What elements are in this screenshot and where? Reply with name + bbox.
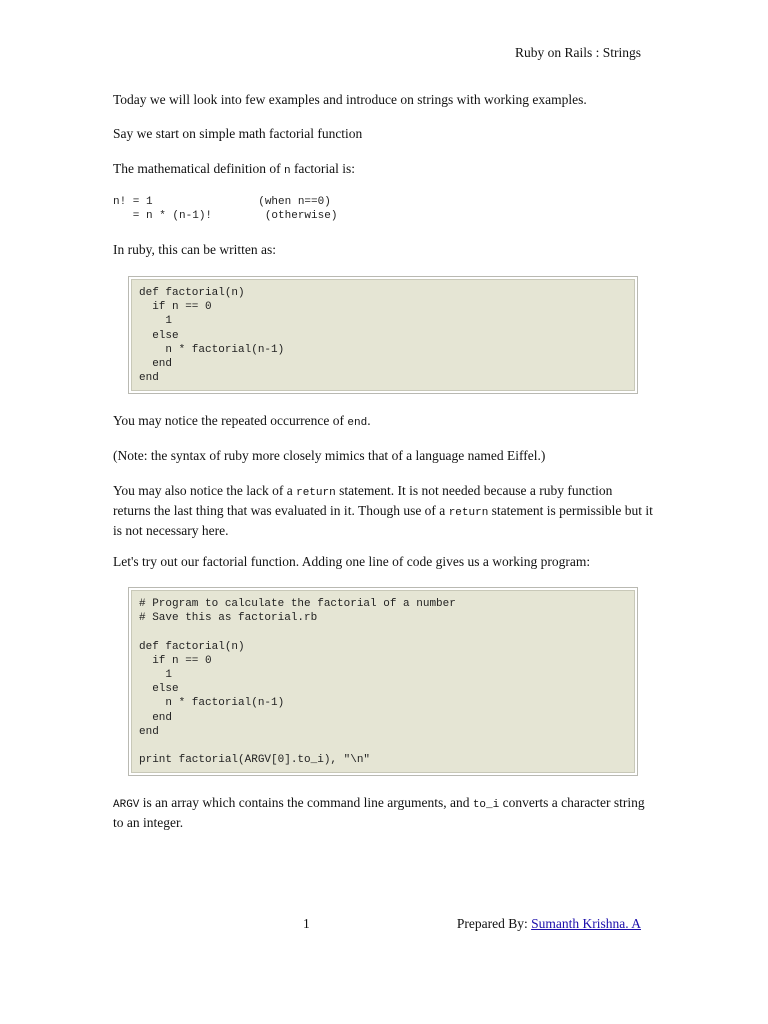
code-block-program-text: # Program to calculate the factorial of a number # Save this as factorial.rb def factorial(n) if n == 0 1 else n * factorial(n-1) end end print factorial(ARGV[0].to_i), "\n" — [139, 598, 456, 767]
notice-end-paragraph — [113, 412, 653, 432]
notice-return-part1: You may also notice the lack of a — [113, 483, 297, 498]
notice-end-after: . — [367, 413, 371, 428]
code-block-factorial-text: def factorial(n) if n == 0 1 else n * factorial(n-1) end end — [139, 287, 285, 385]
notice-return-code2: return — [448, 507, 489, 519]
code-block-factorial-inner — [131, 279, 635, 391]
argv-note-code1: ARGV — [113, 799, 140, 811]
footer-prepared-by-label: Prepared By: — [456, 916, 532, 931]
p3-inline-code: n — [283, 165, 291, 177]
footer-prepared-by — [457, 916, 641, 932]
code-block-factorial — [128, 276, 638, 394]
try-out-paragraph: Let's try out our factorial function. Adding one line of code gives us a working program: — [113, 554, 591, 569]
code-block-program — [128, 587, 638, 776]
p3-text-after: factorial is: — [290, 161, 356, 176]
page-header-title: Ruby on Rails : Strings — [514, 45, 641, 60]
notice-end-before: You may notice the repeated occurrence of — [113, 413, 348, 428]
intro-paragraph-3 — [113, 160, 653, 180]
note-eiffel-paragraph: (Note: the syntax of ruby more closely mimics that of a language named Eiffel.) — [113, 448, 546, 463]
argv-note-part2: converts a character string to an integer. — [113, 795, 645, 830]
argv-note-code2: to_i — [472, 799, 500, 811]
notice-return-part3: statement is permissible but it is not necessary here. — [113, 503, 653, 538]
notice-return-code1: return — [296, 487, 336, 499]
notice-return-paragraph — [113, 482, 653, 540]
argv-note-part1: is an array which contains the command line arguments, and — [139, 795, 473, 810]
ruby-intro-paragraph: In ruby, this can be written as: — [113, 242, 276, 257]
footer-page-number: 1 — [303, 916, 310, 931]
p3-text-before: The mathematical definition of — [113, 161, 284, 176]
argv-note-paragraph — [113, 794, 653, 832]
notice-end-code: end — [347, 417, 368, 429]
intro-paragraph-1: Today we will look into few examples and introduce on strings with working examples. — [113, 92, 587, 107]
author-link[interactable]: Sumanth Krishna. A — [531, 916, 641, 931]
intro-paragraph-2: Say we start on simple math factorial function — [113, 126, 363, 141]
code-block-program-inner — [131, 590, 635, 773]
notice-return-part2: statement. It is not needed because a ruby function returns the last thing that was evaluated in it. Though use of a — [113, 483, 613, 518]
factorial-formula: n! = 1 (when n==0) = n * (n-1)! (otherwise) — [113, 196, 338, 222]
